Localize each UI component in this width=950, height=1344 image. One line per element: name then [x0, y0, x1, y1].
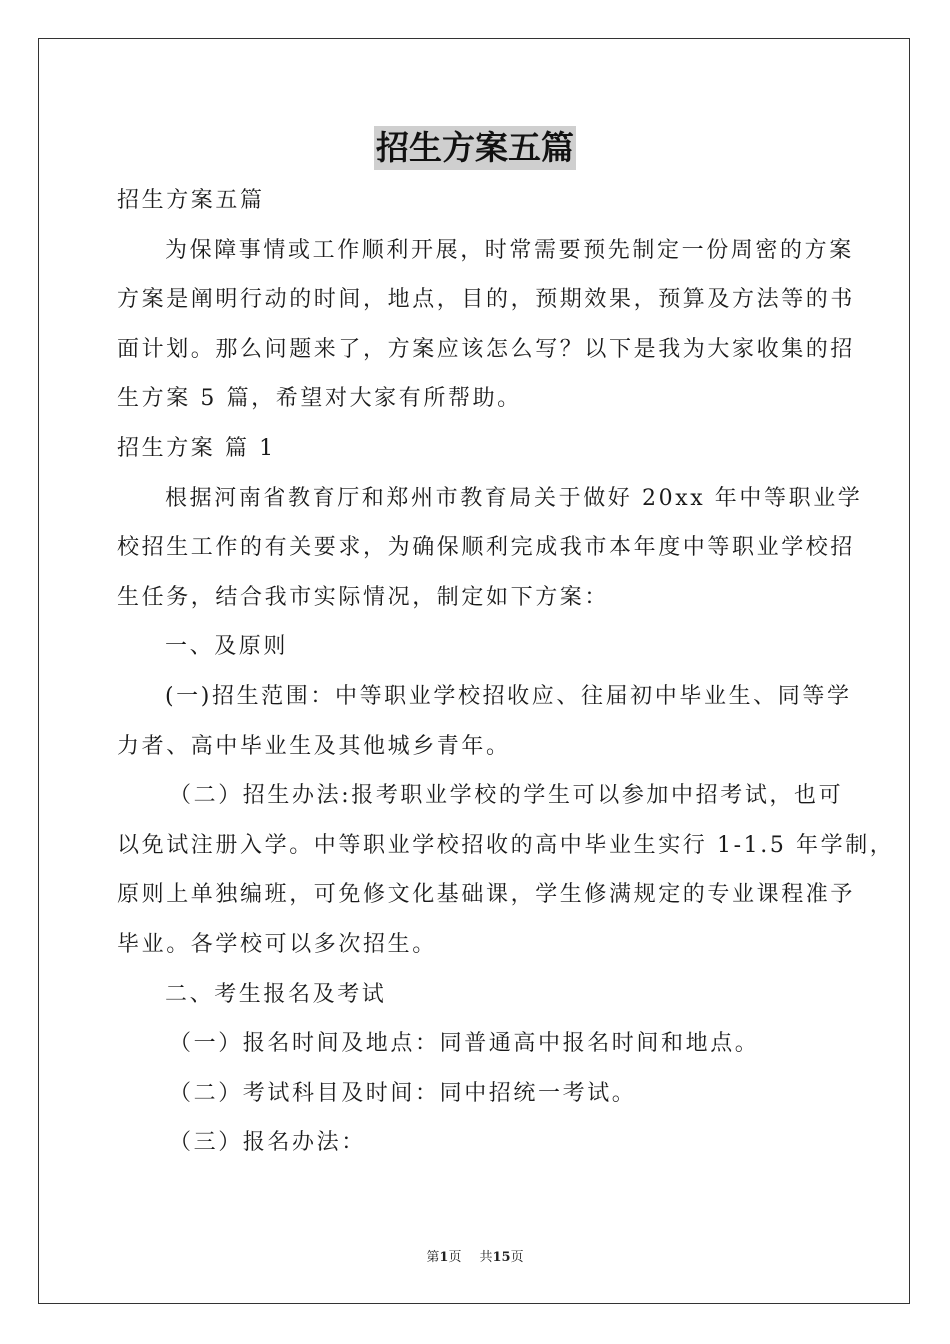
- paragraph-line: 为保障事情或工作顺利开展，时常需要预先制定一份周密的方案: [165, 237, 854, 263]
- list-heading: 一、及原则: [165, 634, 289, 660]
- page-current: 1: [439, 1250, 449, 1265]
- document-body: [117, 176, 895, 1168]
- paragraph-line: 力者、高中毕业生及其他城乡青年。: [117, 733, 511, 759]
- page-prefix: 第: [426, 1250, 440, 1265]
- list-heading: 二、考生报名及考试: [165, 981, 387, 1007]
- subtitle-line: 招生方案五篇: [117, 188, 265, 213]
- page-footer: [0, 1246, 950, 1265]
- document-title: 招生方案五篇: [374, 126, 576, 170]
- paragraph-line: 生方案 5 篇，希望对大家有所帮助。: [117, 386, 522, 412]
- paragraph-line: 生任务，结合我市实际情况，制定如下方案：: [117, 584, 610, 610]
- list-item: （二）考试科目及时间：同中招统一考试。: [169, 1080, 637, 1106]
- total-suffix: 页: [510, 1250, 524, 1265]
- paragraph-line: 毕业。各学校可以多次招生。: [117, 931, 437, 957]
- paragraph-line: 原则上单独编班，可免修文化基础课，学生修满规定的专业课程准予: [117, 882, 856, 908]
- page-total: 15: [492, 1250, 511, 1265]
- title-wrap: [0, 126, 950, 170]
- paragraph-line: 根据河南省教育厅和郑州市教育局关于做好 20xx 年中等职业学: [165, 485, 863, 511]
- section-heading: 招生方案 篇 1: [117, 435, 276, 461]
- paragraph-line: 方案是阐明行动的时间，地点，目的，预期效果，预算及方法等的书: [117, 287, 856, 313]
- paragraph-line: 校招生工作的有关要求，为确保顺利完成我市本年度中等职业学校招: [117, 535, 856, 561]
- list-item: （一）报名时间及地点：同普通高中报名时间和地点。: [169, 1031, 760, 1057]
- page-suffix: 页: [448, 1250, 462, 1265]
- list-item: （三）报名办法：: [169, 1130, 366, 1156]
- paragraph-line: (一)招生范围：中等职业学校招收应、往届初中毕业生、同等学: [165, 683, 852, 709]
- paragraph-line: （二）招生办法:报考职业学校的学生可以参加中招考试，也可: [169, 783, 844, 809]
- paragraph-line: 面计划。那么问题来了，方案应该怎么写？以下是我为大家收集的招: [117, 336, 856, 362]
- paragraph-line: 以免试注册入学。中等职业学校招收的高中毕业生实行 1-1.5 年学制，: [117, 832, 895, 858]
- total-prefix: 共: [479, 1250, 493, 1265]
